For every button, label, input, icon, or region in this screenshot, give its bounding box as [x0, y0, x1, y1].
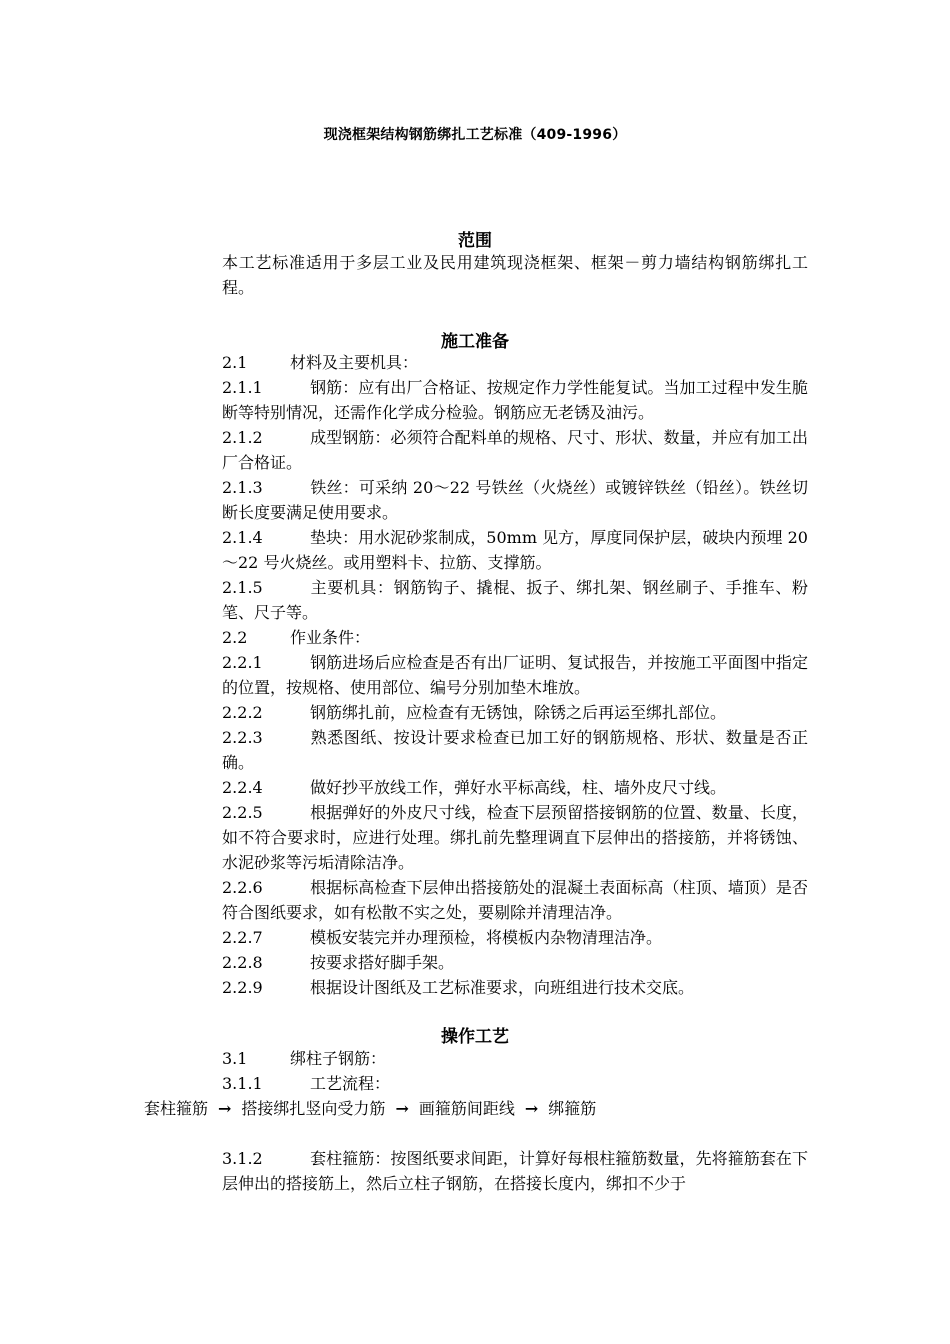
prep-item-2-1-3: 2.1.3 铁丝：可采纳 20～22 号铁丝（火烧丝）或镀锌铁丝（铅丝）。铁丝切断长度要满足使用要求。 — [222, 478, 808, 522]
section-heading-scope: 范围 — [458, 231, 492, 251]
flow-step: 画箍筋间距线 — [418, 1099, 515, 1118]
flow-step: 搭接绑扎竖向受力筋 — [241, 1099, 386, 1118]
process-item-3-1: 3.1 绑柱子钢筋： — [222, 1049, 387, 1068]
process-item-3-1-2: 3.1.2 套柱箍筋：按图纸要求间距，计算好每根柱箍筋数量，先将箍筋套在下层伸出的搭接筋上，然后立柱子钢筋，在搭接长度内，绑扣不少于 — [222, 1149, 808, 1193]
prep-item-2-2-6: 2.2.6 根据标高检查下层伸出搭接筋处的混凝土表面标高（柱顶、墙顶）是否符合图纸要求，如有松散不实之处，要剔除并清理洁净。 — [222, 878, 808, 922]
prep-item-2-2-4: 2.2.4 做好抄平放线工作，弹好水平标高线，柱、墙外皮尺寸线。 — [222, 778, 727, 797]
arrow-right-icon: → — [395, 1099, 409, 1118]
scope-paragraph: 本工艺标准适用于多层工业及民用建筑现浇框架、框架－剪力墙结构钢筋绑扎工程。 — [222, 253, 808, 297]
prep-item-2-1-1: 2.1.1 钢筋：应有出厂合格证、按规定作力学性能复试。当加工过程中发生脆断等特别情况，还需作化学成分检验。钢筋应无老锈及油污。 — [222, 378, 808, 422]
prep-item-2-2-7: 2.2.7 模板安装完并办理预检，将模板内杂物清理洁净。 — [222, 928, 663, 947]
flow-step: 套柱箍筋 — [144, 1099, 209, 1118]
prep-item-2-1-5: 2.1.5 主要机具：钢筋钩子、撬棍、扳子、绑扎架、钢丝刷子、手推车、粉笔、尺子等。 — [222, 578, 808, 622]
prep-item-2-2-3: 2.2.3 熟悉图纸、按设计要求检查已加工好的钢筋规格、形状、数量是否正确。 — [222, 728, 808, 772]
prep-item-2-2-5: 2.2.5 根据弹好的外皮尺寸线，检查下层预留搭接钢筋的位置、数量、长度，如不符合要求时，应进行处理。绑扎前先整理调直下层伸出的搭接筋，并将锈蚀、水泥砂浆等污垢清除洁净。 — [222, 803, 808, 872]
prep-item-2-1-4: 2.1.4 垫块：用水泥砂浆制成，50mm 见方，厚度同保护层，破块内预埋 20～22 号火烧丝。或用塑料卡、拉筋、支撑筋。 — [222, 528, 808, 572]
process-flow — [144, 1096, 844, 1121]
section-heading-prep: 施工准备 — [441, 332, 509, 352]
prep-item-2-1-2: 2.1.2 成型钢筋：必须符合配料单的规格、尺寸、形状、数量，并应有加工出厂合格证。 — [222, 428, 808, 472]
arrow-right-icon: → — [524, 1099, 539, 1118]
flow-step: 绑箍筋 — [548, 1099, 597, 1118]
process-item-3-1-1: 3.1.1 工艺流程： — [222, 1074, 391, 1093]
prep-item-2-2-9: 2.2.9 根据设计图纸及工艺标准要求，向班组进行技术交底。 — [222, 978, 695, 997]
prep-item-2-2-8: 2.2.8 按要求搭好脚手架。 — [222, 953, 455, 972]
arrow-right-icon: → — [218, 1099, 232, 1118]
prep-item-2-1: 2.1 材料及主要机具： — [222, 353, 419, 372]
document-title: 现浇框架结构钢筋绑扎工艺标准（409-1996） — [323, 127, 627, 143]
prep-item-2-2-2: 2.2.2 钢筋绑扎前，应检查有无锈蚀，除锈之后再运至绑扎部位。 — [222, 703, 727, 722]
prep-item-2-2-1: 2.2.1 钢筋进场后应检查是否有出厂证明、复试报告，并按施工平面图中指定的位置，按规格、使用部位、编号分别加垫木堆放。 — [222, 653, 808, 697]
section-heading-process: 操作工艺 — [441, 1027, 509, 1047]
prep-item-2-2: 2.2 作业条件： — [222, 628, 371, 647]
